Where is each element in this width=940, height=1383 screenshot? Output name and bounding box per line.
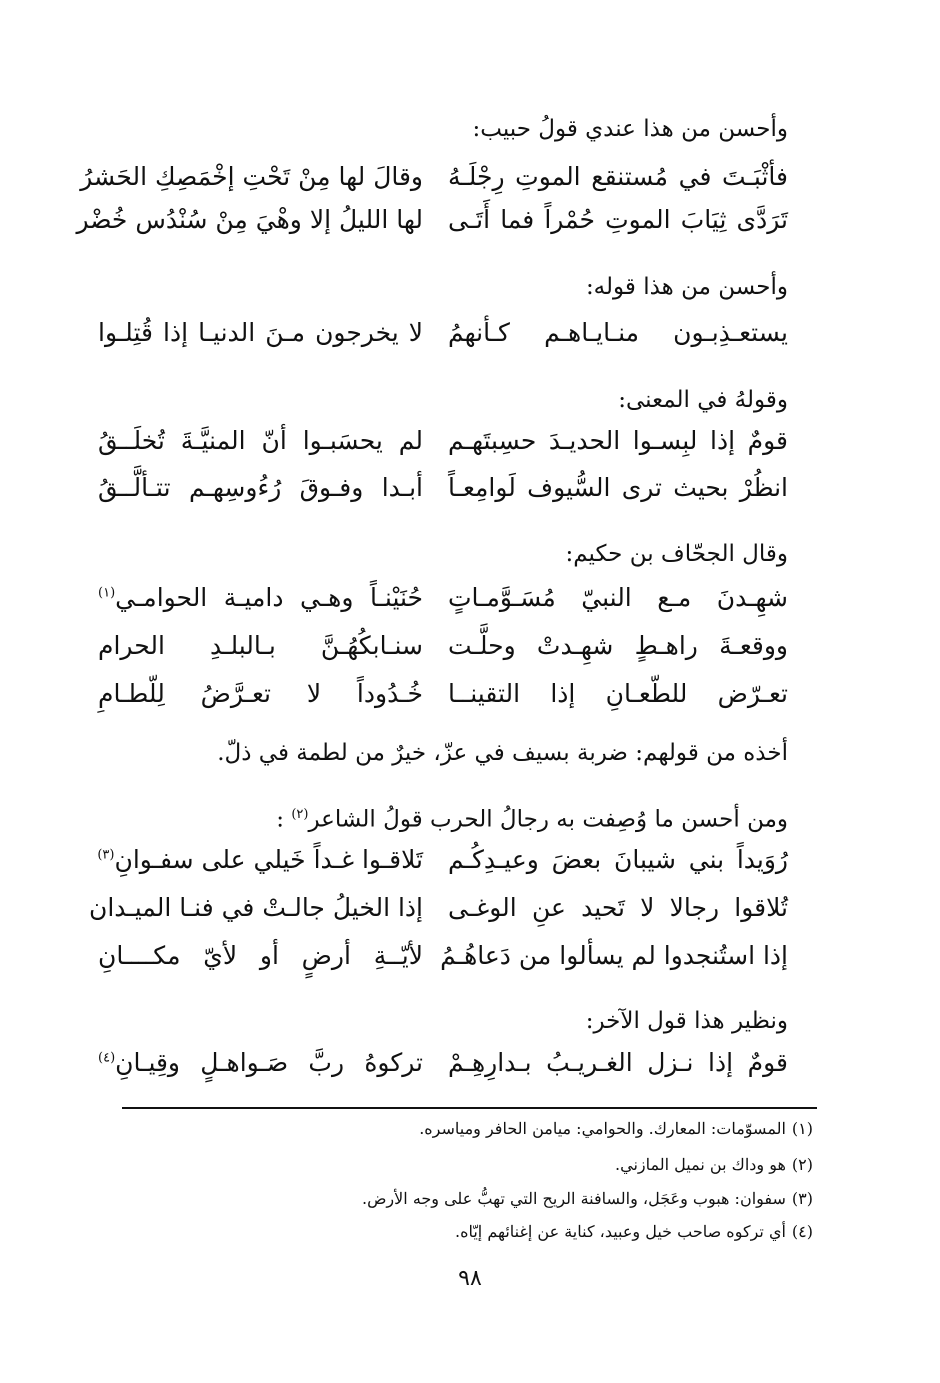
verse-second-hemistich: لها الليلُ إلا وهْيَ مِنْ سُنْدُس خُضْر [76,205,423,234]
verse-first-hemistich: قومٌ إذا نـزل الغـريـبُ بـدارِهِـمْ [448,1048,788,1077]
footnote-number: (٢) [791,1155,813,1174]
footnote-text: سفوان: هبوب وعَجَل، والسافنة الريح التي تهبُّ على وجه الأرض. [362,1189,786,1208]
verse-line [98,421,788,461]
footnote-text: أي تركوه صاحب خيل وعبيد، كناية عن إغنائهم إيّاه. [455,1222,786,1241]
verse-second-hemistich: خُـدُوداً لا تعـرَّضُ لِلّطـامِ [98,679,423,708]
footnote-marker: (٤) [98,1050,116,1066]
verse-second-hemistich: لم يحسَبـوا أنّ المنيَّـةَ تُخلَــقُ [98,426,423,455]
verse-line [98,1043,788,1083]
verse-first-hemistich: تَرَدَّى ثِيَابَ الموتِ حُمْراً فما أَتَـى [448,205,788,234]
footnote [90,1114,813,1144]
intro-qawluh: وأحسن من هذا قوله: [585,274,788,300]
verse-first-hemistich: انظُرْ بحيث ترى السُّيوف لَوامِعـاً [448,473,788,502]
verse-first-hemistich: تُلاقوا رجالا لا تَحيد عنِ الوغـى [448,893,788,922]
footnote-marker: (١) [98,585,116,601]
intro-habib: وأحسن من هذا عندي قولُ حبيب: [472,116,788,142]
verse-first-hemistich: قومٌ إذا لبِسـوا الحديـدَ حسِبتَهـم [448,426,788,455]
hemistich-text: تركوهُ ربَّ صَـواهـلٍ وقِيـانِ [115,1048,423,1077]
verse-first-hemistich: ووقعـةَ راهـطٍ شهِـدتْ وحلَّـت [448,631,788,660]
footnote [90,1184,813,1214]
intro-text: ومن أحسن ما وُصِفت به رجالُ الحرب قولُ الشاعر [308,806,788,833]
verse-second-hemistich: إذا الخيلُ جالـتْ في فنـا الميـدان [88,893,423,922]
intro-fil-mana: وقولهُ في المعنى: [618,387,788,413]
proverb-line: أخذه من قولهم: ضربة بسيف في عزّ، خيرٌ من لطمة في ذلّ. [217,740,788,766]
verse-line [76,200,788,240]
verse-second-hemistich [98,840,423,880]
verse-second-hemistich: سنـابكُهُـنَّ بـالبلـدِ الحرام [98,631,423,660]
verse-second-hemistich: لا يخرجون مـنَ الدنيـا إذا قُتِلـوا [98,318,423,347]
verse-first-hemistich: تعـرّض للطّعـانِ إذا التقينــا [448,679,788,708]
footnote-number: (٣) [791,1189,813,1208]
verse-line [80,157,788,197]
intro-rijal-al-harb [100,798,788,837]
verse-line [98,936,788,976]
verse-line [98,840,788,880]
verse-second-hemistich [98,578,423,618]
footnote-number: (٤) [791,1222,813,1241]
page-number: ٩٨ [458,1266,482,1291]
footnote-marker: (٣) [97,847,115,863]
intro-jahhaf: وقال الجحّاف بن حكيم: [565,541,788,567]
verse-first-hemistich: شهِـدنَ مـع النبيّ مُسَـوَّمـاتٍ [448,583,788,612]
verse-second-hemistich: أبـدا وفـوقَ رُءُوسِهـم تتـألَّــقُ [98,473,423,502]
hemistich-text: تَلاقـوا غـداً خَيلي على سفـوانِ [114,845,423,874]
verse-line [98,468,788,508]
verse-line [98,313,788,353]
verse-first-hemistich: إذا استُنجدوا لم يسألوا من دَعاهُـمُ [440,941,788,970]
intro-nazir: ونظير هذا قول الآخر: [585,1008,788,1034]
footnote [90,1217,813,1247]
footnote-text: هو وداك بن نميل المازني. [615,1155,786,1174]
verse-second-hemistich [98,1043,423,1083]
verse-first-hemistich: رُوَيداً بني شيبانَ بعضَ وعيـدِكُـم [448,845,788,874]
verse-line [98,578,788,618]
footnote-marker: (٢) [291,807,309,822]
verse-line [98,674,788,714]
verse-second-hemistich: وقالَ لها مِنْ تَحْتِ إخْمَصِكِ الحَشرُ [80,162,423,191]
verse-second-hemistich: لأيّــةِ أرضٍ أو لأيّ مكــــانِ [98,941,423,970]
intro-colon: : [276,806,285,833]
footnote-text: المسوّمات: المعارك. والحوامي: ميامن الحافر ومياسره. [419,1119,786,1138]
footnote-divider [122,1107,817,1109]
hemistich-text: حُنَيْنـاً وهـي داميـة الحوامـي [115,583,423,612]
verse-first-hemistich: فأثْبَـتَ في مُستنقع الموتِ رِجْلَـهُ [448,162,788,191]
verse-line [98,626,788,666]
verse-line [88,888,788,928]
verse-first-hemistich: يستعـذِبـون منـايـاهـم كـأنهمُ [448,318,788,347]
footnote-number: (١) [791,1119,813,1138]
footnote [90,1150,813,1180]
